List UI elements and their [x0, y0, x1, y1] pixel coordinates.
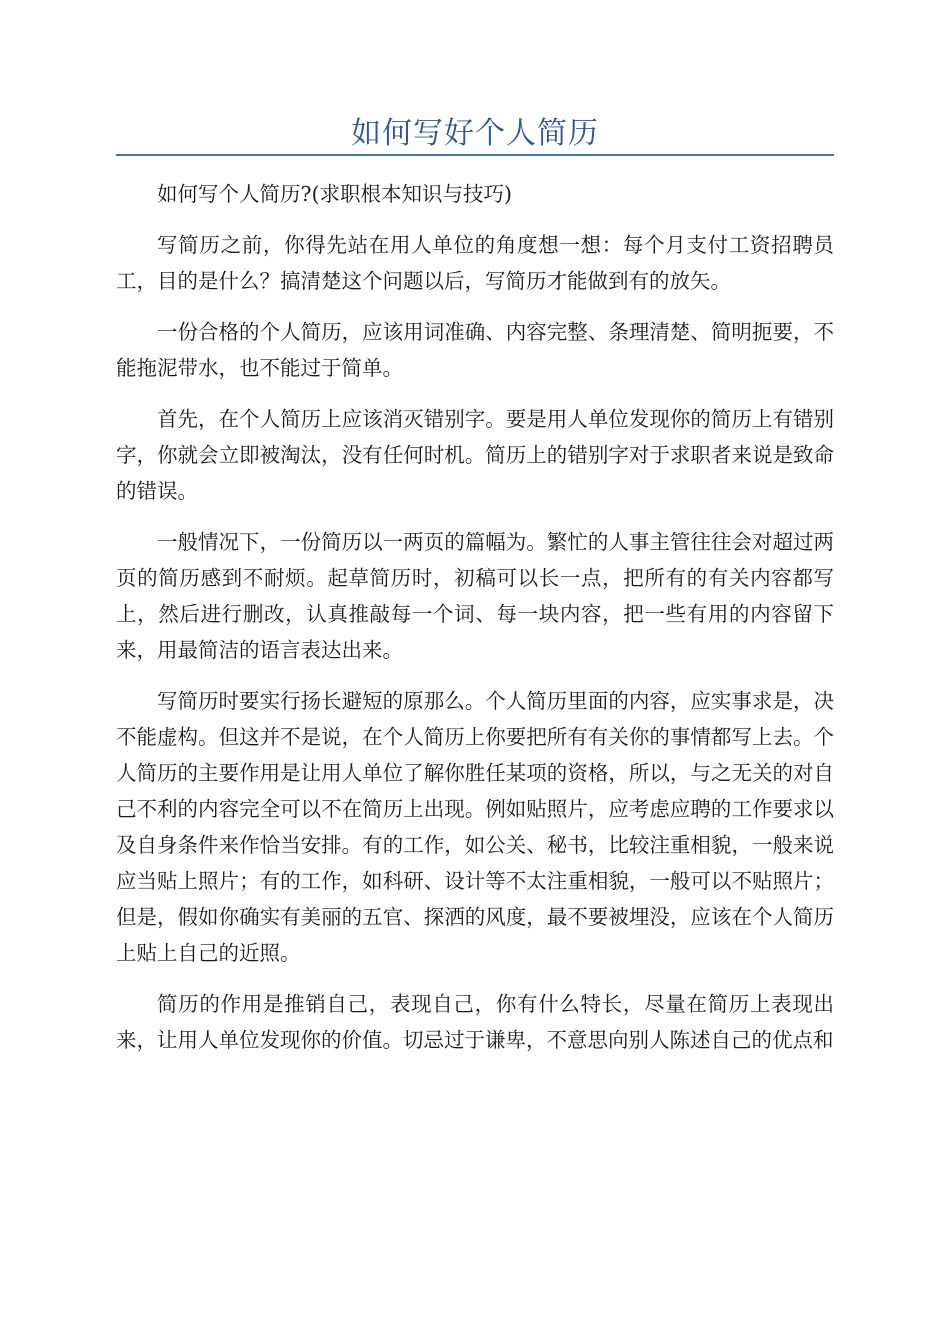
paragraph: 一份合格的个人简历，应该用词准确、内容完整、条理清楚、简明扼要，不能拖泥带水，也不能过于简单。 — [116, 320, 834, 380]
paragraph: 简历的作用是推销自己，表现自己，你有什么特长，尽量在简历上表现出来，让用人单位发现你的价值。切忌过于谦卑，不意思向别人陈述自己的优点和 — [116, 992, 834, 1052]
paragraph: 写简历时要实行扬长避短的原那么。个人简历里面的内容，应实事求是，决不能虚构。但这并不是说，在个人简历上你要把所有有关你的事情都写上去。个人简历的主要作用是让用人单位了解你胜任某项的资格，所以，与之无关的对自己不利的内容完全可以不在简历上出现。例如贴照片，应考虑应聘的工作要求以及自身条件来作恰当安排。有的工作，如公关、秘书，比较注重相貌，一般来说应当贴上照片；有的工作，如科研、设计等不太注重相貌，一般可以不贴照片；但是，假如你确实有美丽的五官、探洒的风度，最不要被埋没，应该在个人简历上贴上自己的近照。 — [116, 689, 834, 965]
document-title: 如何写好个人简历 — [351, 116, 599, 151]
document-body — [116, 176, 834, 1073]
paragraph: 首先，在个人简历上应该消灭错别字。要是用人单位发现你的简历上有错别字，你就会立即被淘汰，没有任何时机。简历上的错别字对于求职者来说是致命的错误。 — [116, 407, 834, 503]
paragraph-subtitle: 如何写个人简历?(求职根本知识与技巧) — [157, 182, 512, 206]
paragraph: 写简历之前，你得先站在用人单位的角度想一想：每个月支付工资招聘员工，目的是什么？搞清楚这个问题以后，写简历才能做到有的放矢。 — [116, 233, 834, 293]
paragraph: 一般情况下，一份简历以一两页的篇幅为。繁忙的人事主管往往会对超过两页的简历感到不耐烦。起草简历时，初稿可以长一点，把所有的有关内容都写上，然后进行删改，认真推敲每一个词、每一块内容，把一些有用的内容留下来，用最简洁的语言表达出来。 — [116, 530, 834, 662]
title-underline — [116, 154, 834, 156]
